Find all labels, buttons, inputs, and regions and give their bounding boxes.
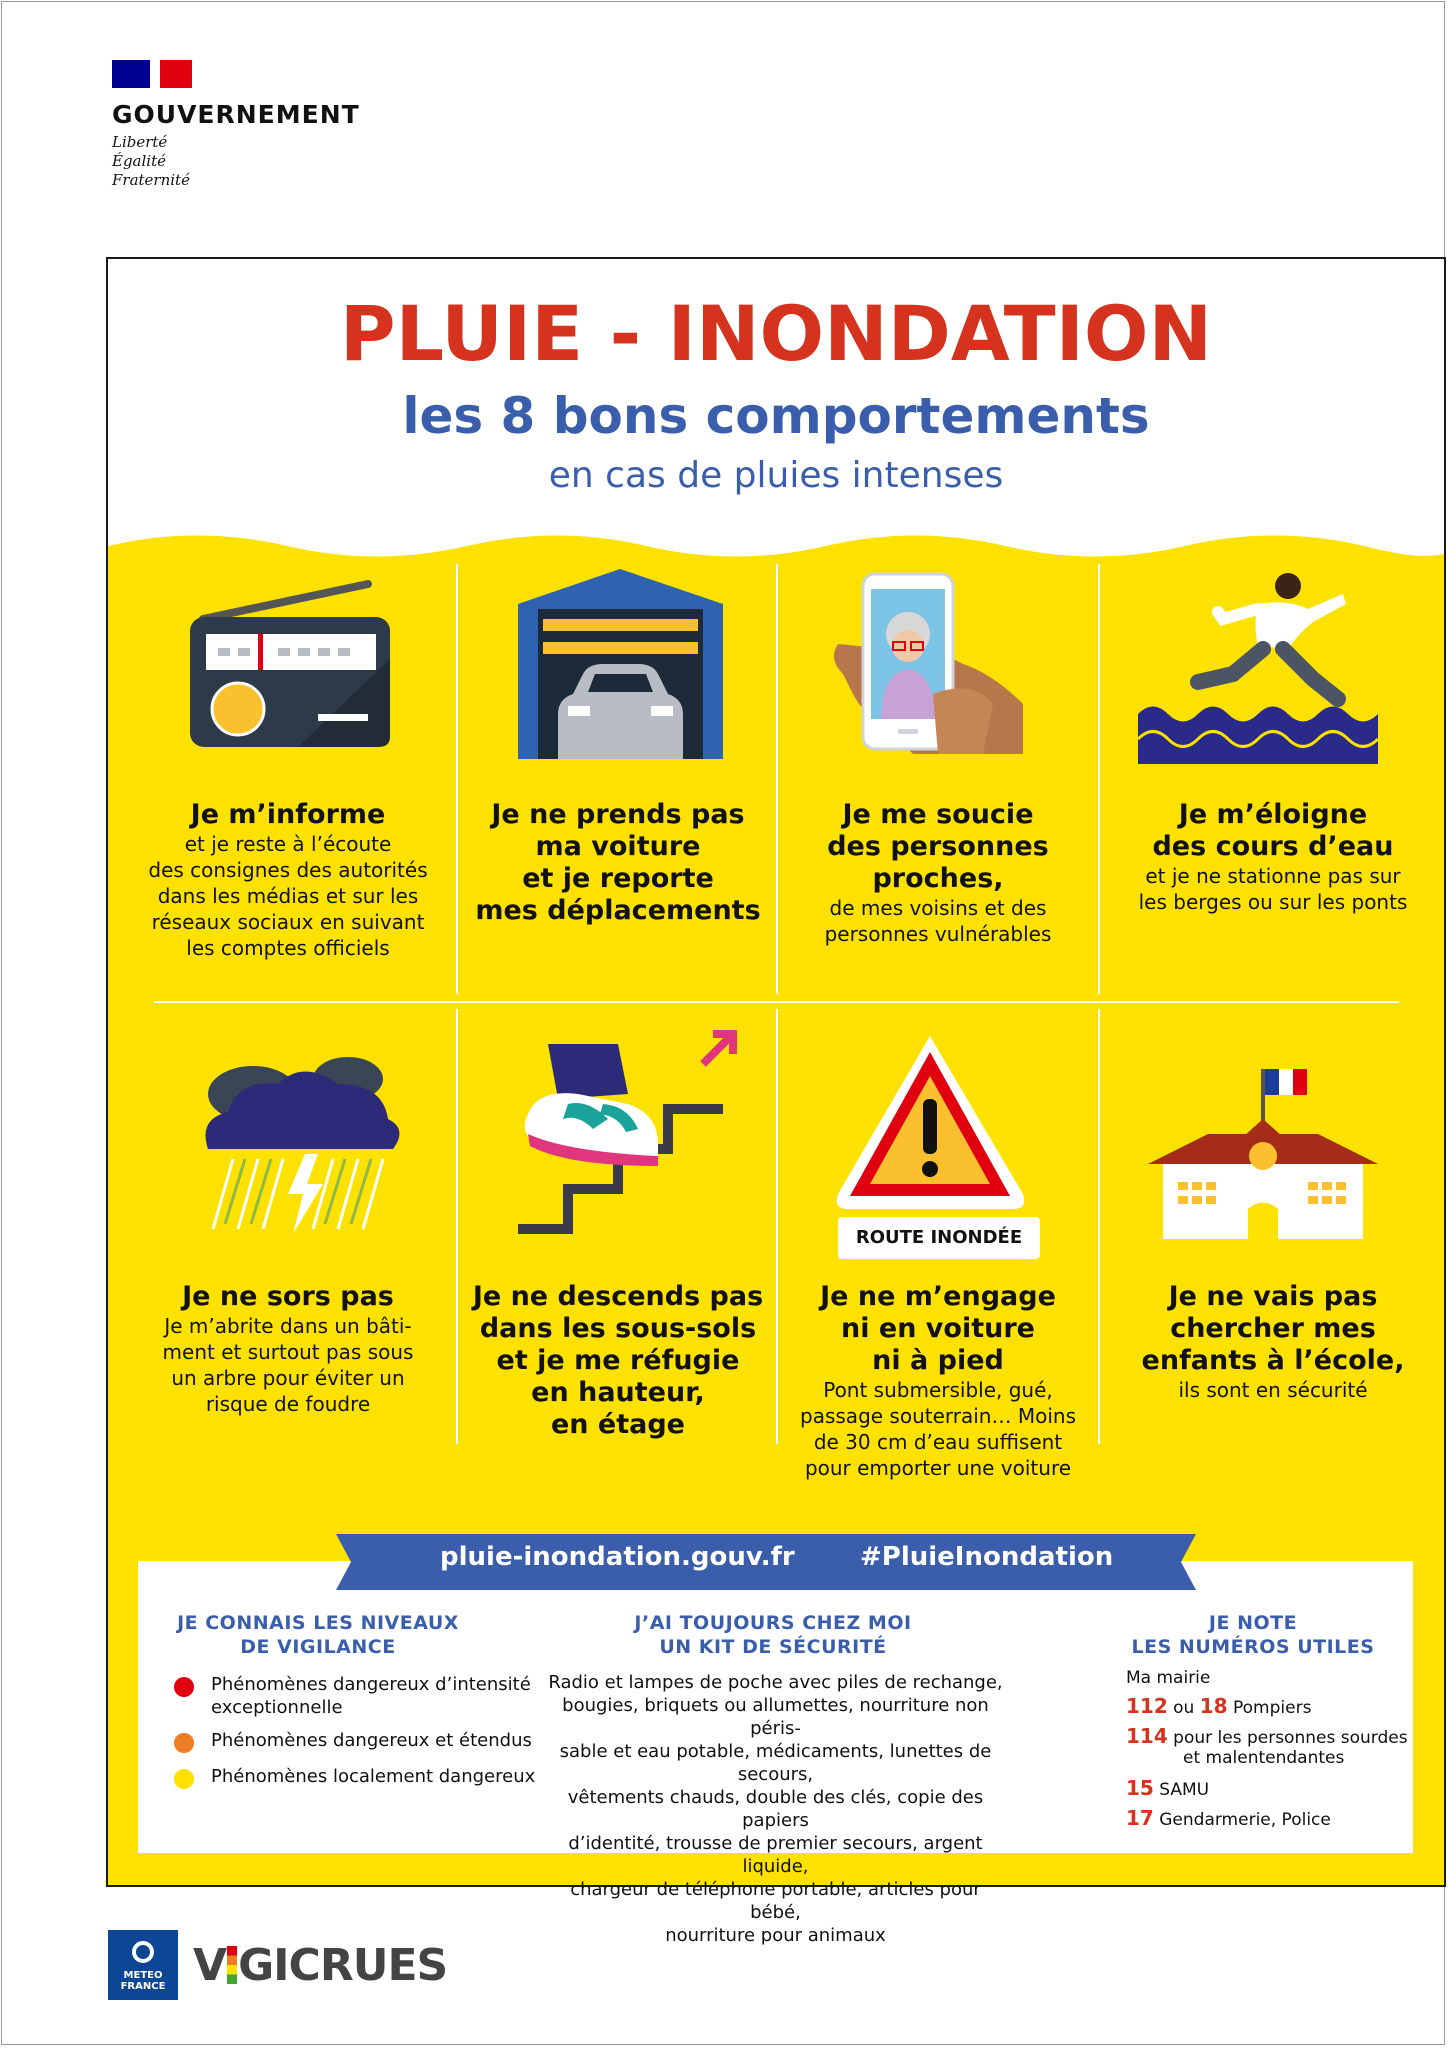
behavior-1 bbox=[128, 799, 448, 961]
behavior-1-title: Je m’informe bbox=[190, 799, 386, 830]
government-title: GOUVERNEMENT bbox=[112, 100, 360, 129]
behavior-7-text: Pont submersible, gué, passage souterrain… Moins de 30 cm d’eau suffisent pour emporter une voiture bbox=[800, 1378, 1076, 1480]
government-logo bbox=[112, 60, 360, 190]
behavior-8-title: Je ne vais pas chercher mes enfants à l’école, bbox=[1141, 1281, 1405, 1376]
phone-call-icon bbox=[823, 564, 1023, 764]
number-pompiers: 112 ou 18 Pompiers bbox=[1126, 1694, 1312, 1718]
vigilance-yellow-dot bbox=[174, 1769, 194, 1789]
poster-subtitle-secondary: en cas de pluies intenses bbox=[548, 455, 1004, 496]
vigilance-red-dot bbox=[174, 1677, 194, 1697]
stairs-up-icon bbox=[508, 1034, 748, 1244]
meteo-france-logo bbox=[108, 1930, 178, 2000]
website-link[interactable]: pluie-inondation.gouv.fr bbox=[440, 1542, 795, 1572]
behavior-3-text: de mes voisins et des personnes vulnérables bbox=[824, 896, 1052, 946]
kit-text: Radio et lampes de poche avec piles de rechange, bougies, briquets ou allumettes, nourriture non péris- sable et eau potable, médicaments, lunettes de secours, vêtements chauds, double des clés, copie des papiers d’identité, trousse de premier secours, argent liquide, chargeur de téléphone portable, articles pour bébé, nourriture pour animaux bbox=[548, 1672, 1003, 1946]
school-icon bbox=[1148, 1064, 1378, 1244]
grid-divider bbox=[1098, 564, 1100, 994]
behavior-2 bbox=[463, 799, 773, 927]
behavior-8 bbox=[1103, 1281, 1443, 1403]
behavior-2-title: Je ne prends pas ma voiture et je reporte mes déplacements bbox=[475, 799, 761, 926]
vigicrues-logo: V GICRUES bbox=[193, 1940, 448, 1991]
grid-divider bbox=[1098, 1009, 1100, 1444]
kit-title: J’AI TOUJOURS CHEZ MOI UN KIT DE SÉCURITÉ bbox=[634, 1612, 912, 1658]
behavior-1-text: et je reste à l’écoute des consignes des autorités dans les médias et sur les réseaux sociaux en suivant les comptes officiels bbox=[148, 832, 428, 960]
grid-divider bbox=[456, 564, 458, 994]
vigilance-red-text: Phénomènes dangereux d’intensité exceptionnelle bbox=[211, 1674, 531, 1718]
storm-cloud-icon bbox=[183, 1034, 413, 1244]
behavior-8-text: ils sont en sécurité bbox=[1178, 1378, 1368, 1402]
vigilance-orange-text: Phénomènes dangereux et étendus bbox=[211, 1730, 532, 1751]
number-sourds: 114 pour les personnes sourdes bbox=[1126, 1724, 1408, 1748]
warning-sign-icon bbox=[828, 1024, 1033, 1224]
poster-subtitle: les 8 bons comportements bbox=[402, 387, 1150, 445]
meteo-france-icon bbox=[108, 1930, 178, 1970]
motto-fraternite: Fraternité bbox=[112, 171, 190, 189]
behavior-5-text: Je m’abrite dans un bâti- ment et surtout pas sous un arbre pour éviter un risque de foudre bbox=[162, 1314, 414, 1416]
behavior-6 bbox=[463, 1281, 773, 1441]
behavior-3-title: Je me soucie des personnes proches, bbox=[827, 799, 1049, 894]
poster bbox=[106, 257, 1446, 1946]
grid-divider bbox=[776, 564, 778, 994]
number-mairie: Ma mairie bbox=[1126, 1668, 1211, 1688]
numbers-title: JE NOTE LES NUMÉROS UTILES bbox=[1131, 1612, 1375, 1658]
behavior-5 bbox=[128, 1281, 448, 1417]
vigilance-orange-dot bbox=[174, 1733, 194, 1753]
hashtag-link[interactable]: #PluieInondation bbox=[860, 1542, 1114, 1572]
motto-egalite: Égalité bbox=[112, 152, 166, 170]
meteo-france-label: METEO FRANCE bbox=[120, 1970, 166, 1992]
number-sourds-2: et malentendantes bbox=[1183, 1748, 1345, 1768]
behavior-4-title: Je m’éloigne des cours d’eau bbox=[1152, 799, 1394, 862]
french-flag-icon bbox=[112, 60, 192, 88]
number-police: 17 Gendarmerie, Police bbox=[1126, 1806, 1331, 1830]
behavior-4 bbox=[1103, 799, 1443, 915]
behavior-4-text: et je ne stationne pas sur les berges ou sur les ponts bbox=[1138, 864, 1408, 914]
number-samu: 15 SAMU bbox=[1126, 1776, 1210, 1800]
government-motto bbox=[112, 133, 360, 190]
vigilance-title: JE CONNAIS LES NIVEAUX DE VIGILANCE bbox=[177, 1612, 459, 1658]
running-person-icon bbox=[1138, 564, 1378, 764]
behavior-3 bbox=[788, 799, 1088, 947]
car-garage-icon bbox=[513, 564, 728, 759]
route-inondee-sign: ROUTE INONDÉE bbox=[838, 1217, 1040, 1259]
grid-divider bbox=[154, 1001, 1399, 1003]
behavior-5-title: Je ne sors pas bbox=[182, 1281, 394, 1312]
grid-divider bbox=[776, 1009, 778, 1444]
behavior-7-title: Je ne m’engage ni en voiture ni à pied bbox=[820, 1281, 1056, 1376]
behavior-7 bbox=[788, 1281, 1088, 1481]
grid-divider bbox=[456, 1009, 458, 1444]
vigicrues-gauge-icon bbox=[227, 1946, 237, 1984]
poster-title: PLUIE - INONDATION bbox=[339, 289, 1213, 378]
motto-liberte: Liberté bbox=[112, 133, 168, 151]
behavior-6-title: Je ne descends pas dans les sous-sols et je me réfugie en hauteur, en étage bbox=[472, 1281, 764, 1440]
vigilance-yellow-text: Phénomènes localement dangereux bbox=[211, 1766, 536, 1787]
radio-icon bbox=[178, 559, 403, 759]
